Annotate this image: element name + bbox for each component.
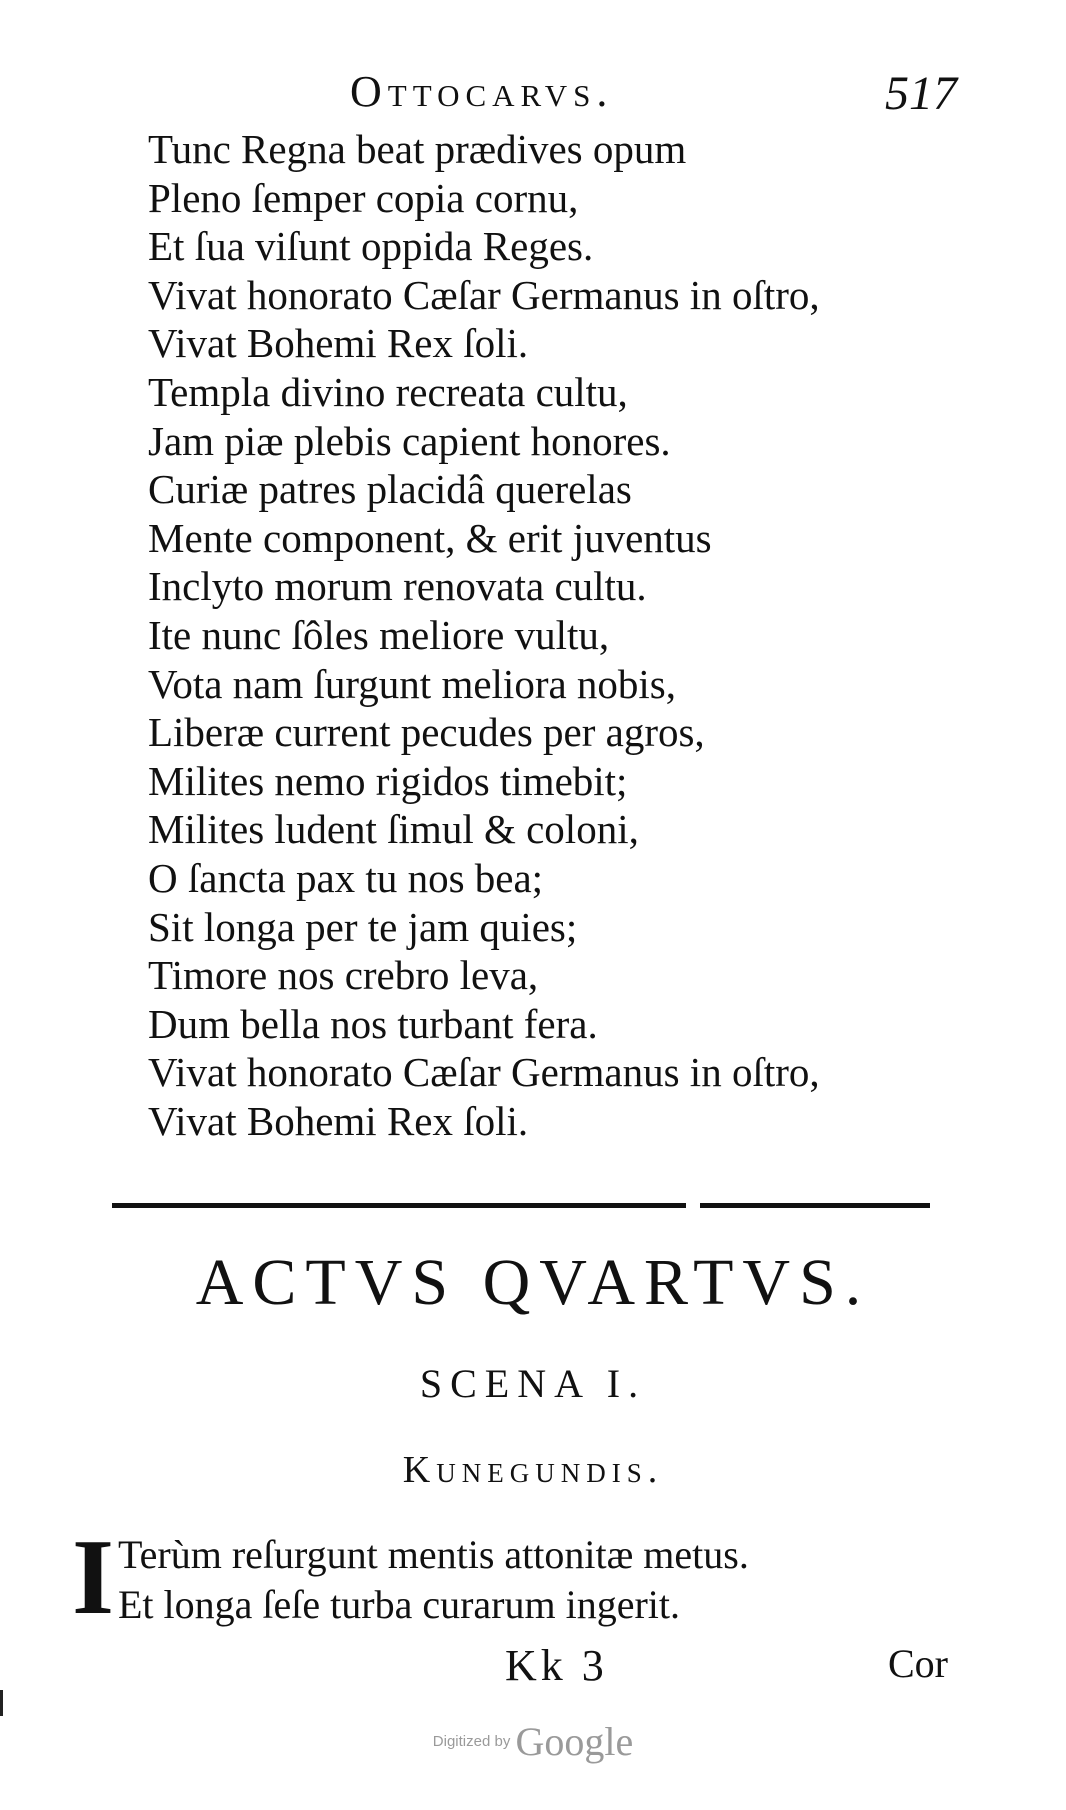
verse-line: Ite nunc ſôles meliore vultu, [148,611,610,658]
digitization-watermark [0,1718,1066,1765]
divider-rule-left [112,1203,686,1208]
verse-line: Sit longa per te jam quies; [148,903,578,950]
signature-mark: Kk 3 [505,1641,608,1690]
verse-line: Inclyto morum renovata cultu. [148,563,647,610]
verse-line: Tunc Regna beat prædives opum [148,126,687,172]
verse-line: Templa divino recreata cultu, [148,368,628,415]
page-header [0,66,1066,126]
verse-line: Jam piæ plebis capient honores. [148,417,671,464]
page-number: 517 [885,67,957,120]
verse-line: Vota nam ſurgunt meliora nobis, [148,660,677,707]
divider-rule-right [700,1203,930,1208]
verse-line: Curiæ patres placidâ querelas [148,466,632,513]
catchword: Cor [888,1641,948,1686]
scene-title: SCENA I. [419,1361,647,1406]
drop-cap: I [72,1518,115,1637]
running-head: Ottocarvs. [350,67,614,116]
verse-line: Milites ludent ſimul & coloni, [148,806,639,853]
verse-line: Vivat honorato Cæſar Germanus in oſtro, [148,1049,820,1096]
verse-line: Timore nos crebro leva, [148,952,539,999]
scan-edge-mark [0,1690,3,1716]
verse-block [148,125,1008,1145]
verse-line: Vivat honorato Cæſar Germanus in oſtro, [148,271,820,318]
speech-line: Terùm reſurgunt mentis attonitæ metus. [118,1532,749,1577]
verse-line: Pleno ſemper copia cornu, [148,174,579,221]
verse-line: Et ſua viſunt oppida Reges. [148,223,594,270]
speech-block [72,1518,972,1640]
google-logo: Google [515,1719,634,1764]
verse-line: Vivat Bohemi Rex ſoli. [148,1097,529,1144]
speech-line: Et longa ſeſe turba curarum ingerit. [118,1582,681,1627]
verse-line: O ſancta pax tu nos bea; [148,854,544,901]
act-title: ACTVS QVARTVS. [195,1246,871,1319]
verse-line: Vivat Bohemi Rex ſoli. [148,320,529,367]
verse-line: Liberæ current pecudes per agros, [148,709,705,756]
verse-line: Mente component, & erit juventus [148,514,712,561]
watermark-prefix: Digitized by [432,1733,511,1750]
speech-lines [118,1530,749,1630]
section-divider [112,1203,930,1211]
speaker-name: Kunegundis. [402,1449,664,1491]
verse-line: Milites nemo rigidos timebit; [148,757,628,804]
verse-line: Dum bella nos turbant fera. [148,1000,598,1047]
